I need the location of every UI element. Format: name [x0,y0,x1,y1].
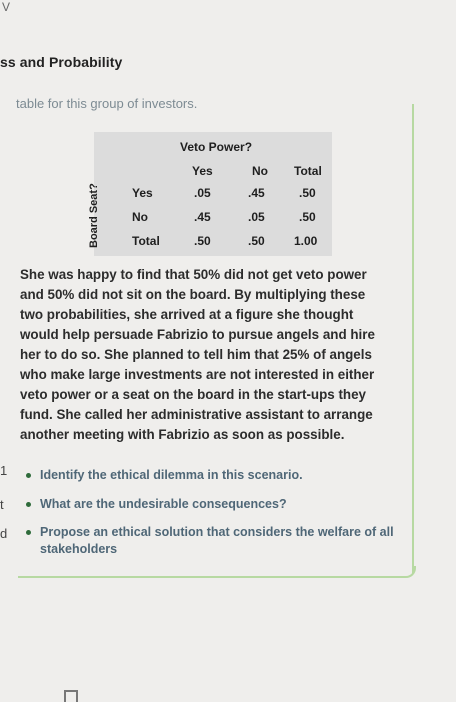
partial-glyph-icon [64,690,78,702]
paragraph-line: two probabilities, she arrived at a figure she thought [20,307,354,322]
bullet-icon [26,473,31,478]
paragraph-line: veto power or a seat on the board in the start-ups they [20,387,366,402]
probability-table [94,132,332,256]
paragraph-line: her to do so. She planned to tell him that 25% of angels [20,347,372,362]
cell-total-no: .50 [248,234,265,248]
paragraph-line: who make large investments are not interested in either [20,367,375,382]
edge-mark: d [0,526,8,541]
row-label-no: No [132,210,148,224]
paragraph-line: and 50% did not sit on the board. By multiplying these [20,287,366,302]
cell-no-no: .05 [248,210,265,224]
column-header: Veto Power? [180,140,253,154]
chevron-down-icon: V [2,0,11,14]
cell-yes-no: .45 [248,186,265,200]
paragraph-line: She was happy to find that 50% did not get veto power [20,267,367,282]
row-label-total: Total [132,234,160,248]
edge-mark: t [0,497,4,512]
col-label-no: No [252,164,268,178]
cell-total-yes: .50 [194,234,211,248]
body-paragraph [20,265,412,445]
panel-border-right [412,104,414,574]
bullet-icon [26,502,31,507]
col-label-total: Total [294,164,322,178]
bullet-text: Identify the ethical dilemma in this scenario. [40,468,303,482]
section-title: ss and Probability [0,54,123,70]
cell-no-total: .50 [299,210,316,224]
bullet-icon [26,530,31,535]
row-header: Board Seat? [88,183,100,248]
paragraph-line: another meeting with Fabrizio as soon as possible. [20,427,345,442]
paragraph-line: would help persuade Fabrizio to pursue angels and hire [20,327,375,342]
bullet-text: Propose an ethical solution that considers the welfare of all stakeholders [40,525,394,556]
paragraph-line: fund. She called her administrative assistant to arrange [20,407,373,422]
cell-yes-total: .50 [299,186,316,200]
edge-mark: 1 [0,463,8,478]
row-label-yes: Yes [132,186,153,200]
cell-total-total: 1.00 [294,234,318,248]
cell-yes-yes: .05 [194,186,211,200]
bullet-text: What are the undesirable consequences? [40,497,287,511]
panel-border-bottom [18,566,416,578]
table-caption: table for this group of investors. [16,96,198,111]
cell-no-yes: .45 [194,210,211,224]
col-label-yes: Yes [192,164,213,178]
